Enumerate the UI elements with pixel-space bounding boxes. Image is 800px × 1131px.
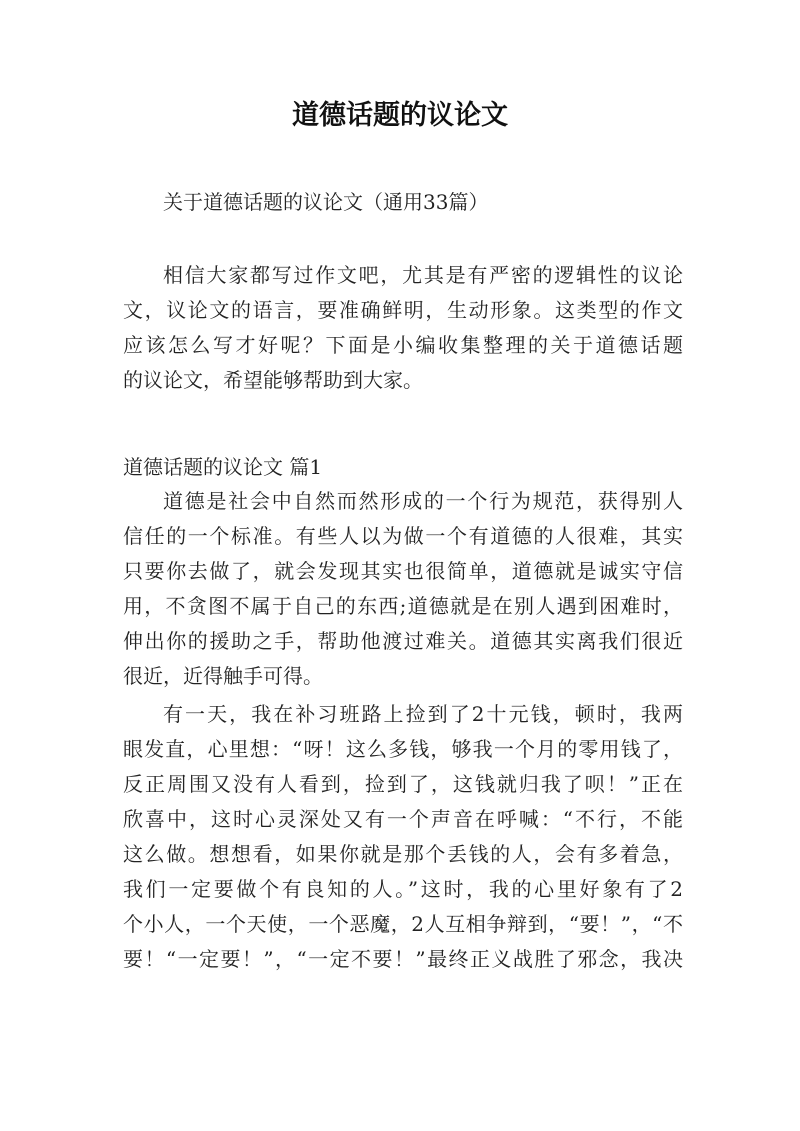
section-heading: 道德话题的议论文 篇1	[123, 455, 323, 479]
text-line: 文，议论文的语言，要准确鲜明，生动形象。这类型的作文	[123, 298, 683, 322]
text-line: 道德是社会中自然而然形成的一个行为规范，获得别人	[163, 489, 683, 513]
text-line: 反正周围又没有人看到，捡到了，这钱就归我了呗！”正在	[123, 772, 683, 796]
body-paragraph-2	[123, 697, 683, 977]
text-line: 有一天，我在补习班路上捡到了2十元钱，顿时，我两	[163, 702, 683, 726]
text-line: 很近，近得触手可得。	[123, 664, 323, 688]
document-title: 道德话题的议论文	[292, 100, 508, 131]
text-line: 应该怎么写才好呢？下面是小编收集整理的关于道德话题	[123, 333, 683, 357]
text-line: 要！“一定要！”，“一定不要！”最终正义战胜了邪念，我决	[123, 947, 683, 971]
text-line: 相信大家都写过作文吧，尤其是有严密的逻辑性的议论	[163, 263, 683, 287]
text-line: 伸出你的援助之手，帮助他渡过难关。道德其实离我们很近	[123, 629, 683, 653]
text-line: 我们一定要做个有良知的人。”这时，我的心里好象有了2	[123, 877, 683, 901]
text-line: 信任的一个标准。有些人以为做一个有道德的人很难，其实	[123, 524, 683, 548]
text-line: 欣喜中，这时心灵深处又有一个声音在呼喊：“不行，不能	[123, 807, 683, 831]
body-paragraph-1	[123, 484, 683, 694]
text-line: 的议论文，希望能够帮助到大家。	[123, 368, 423, 392]
document-subtitle: 关于道德话题的议论文（通用33篇）	[163, 190, 489, 214]
text-line: 眼发直，心里想：“呀！这么多钱，够我一个月的零用钱了，	[123, 737, 683, 761]
text-line: 只要你去做了，就会发现其实也很简单，道德就是诚实守信	[123, 559, 683, 583]
intro-paragraph	[123, 258, 683, 398]
text-line: 个小人，一个天使，一个恶魔，2人互相争辩到，“要！”，“不	[123, 912, 683, 936]
text-line: 这么做。想想看，如果你就是那个丢钱的人，会有多着急，	[123, 842, 683, 866]
text-line: 用，不贪图不属于自己的东西;道德就是在别人遇到困难时，	[123, 594, 683, 618]
